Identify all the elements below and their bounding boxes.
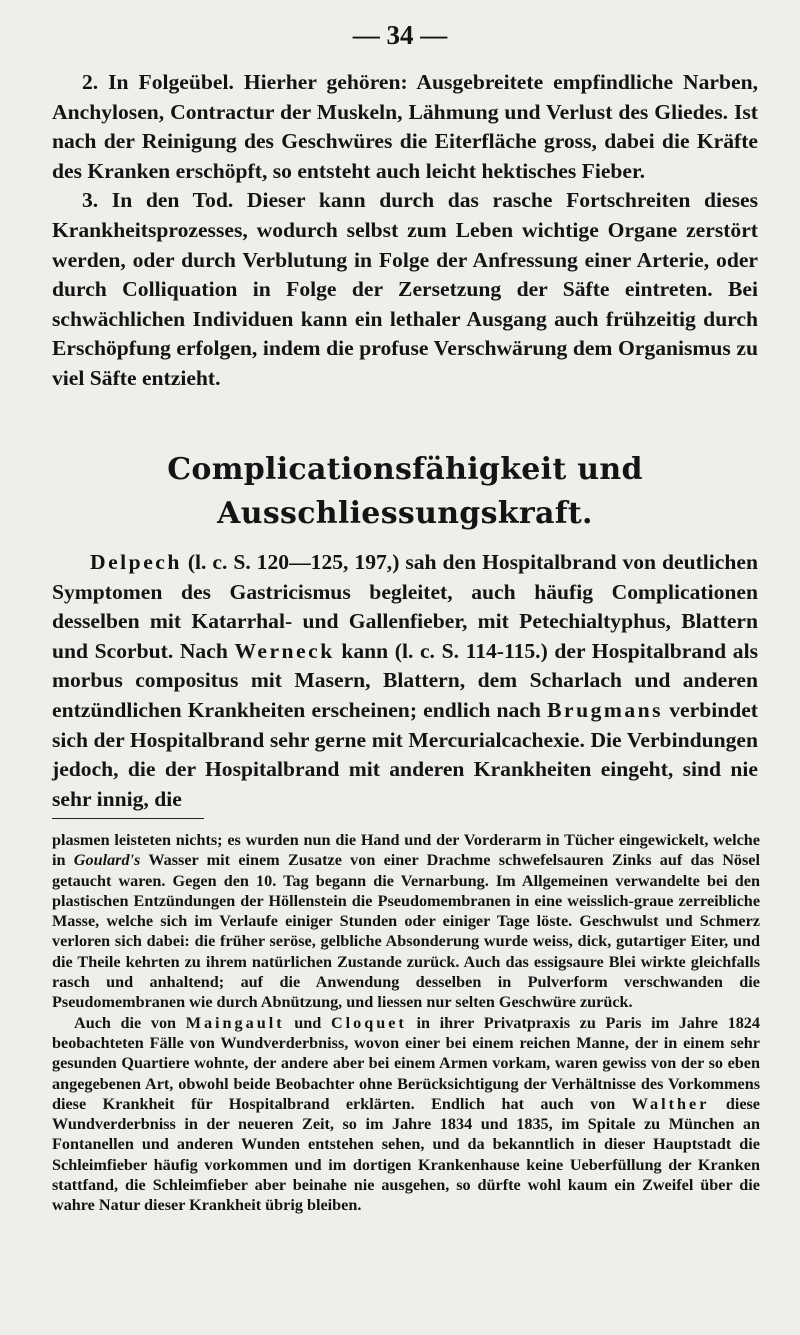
footnote [52, 830, 760, 1216]
main-text-section [52, 548, 758, 814]
text-segment: kann (l. c. S. 114-115.) der Hospitalbrand als morbus compositus mit Masern, Blattern, dem Scharlach und anderen entzündlichen Krankheiten erscheinen; endlich nach [52, 638, 759, 722]
author-name: Cloquet [330, 1013, 407, 1032]
footnote-paragraph-2 [52, 1013, 760, 1216]
page-number: — 34 — [352, 20, 448, 50]
text-segment: plasmen leisteten nichts; es wurden nun die Hand und der Vorderarm in Tücher eingewickelt, welche in [52, 831, 760, 870]
author-name: Maingault [185, 1013, 285, 1032]
author-name: Walther [631, 1094, 710, 1113]
author-name: Werneck [234, 638, 335, 663]
text-segment: diese Wundverderbniss in der neueren Zeit, so im Jahre 1834 und 1835, im Spitale zu München an Fontanellen und anderen Wunden entstehen sehen, und da bekanntlich in dieser Hauptstadt die Schleimfieber häufig vorkommen und im dortigen Krankenhause keine Ueberfüllung der Kranken stattfand, die Schleimfieber aber beinahe nie ausgehen, so dürfte wohl kaum ein Zweifel über die wahre Natur dieser Krankheit übrig bleiben. [52, 1094, 760, 1215]
italic-name: Goulard's [73, 851, 141, 870]
paragraph-folgeuebel: 2. In Folgeübel. Hierher gehören: Ausgebreitete empfindliche Narben, Anchylosen, Contractur der Muskeln, Lähmung und Verlust des Gliedes. Ist nach der Reinigung des Geschwüres die Eiterfläche gross, dabei die Kräfte des Kranken erschöpft, so entsteht auch leicht hektisches Fieber. [52, 70, 758, 183]
paragraph-tod: 3. In den Tod. Dieser kann durch das rasche Fortschreiten dieses Krankheitsprozesses, wodurch selbst zum Leben wichtige Organe zerstört werden, oder durch Verblutung in Folge der Anfressung einer Arterie, oder durch Colliquation in Folge der Zersetzung der Säfte eintreten. Bei schwächlichen Individuen kann ein lethaler Ausgang auch frühzeitig durch Erschöpfung erfolgen, indem die profuse Verschwärung dem Organismus zu viel Säfte entzieht. [52, 188, 758, 390]
author-name: Delpech [90, 550, 182, 574]
paragraph-complications [52, 548, 758, 814]
main-text-top [52, 68, 758, 394]
text-segment: Auch die von [74, 1013, 186, 1032]
text-segment: (l. c. S. 120—125, 197,) sah den Hospitalbrand von deutlichen Symptomen des Gastricismus begleitet, auch häufig Complicationen desselben mit Katarrhal- und Gallenfieber, mit Petechialtyphus, Blattern und Scorbut. Nach [52, 550, 758, 663]
text-segment: in ihrer Privatpraxis zu Paris im Jahre 1824 beobachteten Fälle von Wundverderbniss, wovon einer bei einem reichen Manne, der in einem sehr gesunden Quartiere wohnte, der andere aber bei einem Armen vorkam, waren gewiss von der so eben angegebenen Art, obwohl beide Beobachter ohne Berücksichtigung der Verhältnisse des Vorkommens diese Krankheit für Hospitalbrand erklärten. Endlich hat auch von [52, 1013, 760, 1113]
section-heading: Complicationsfähigkeit und Ausschliessungskraft. [167, 452, 643, 531]
footnote-divider [52, 818, 204, 819]
text-segment: und [284, 1013, 331, 1032]
text-segment: verbindet sich der Hospitalbrand sehr gerne mit Mercurialcachexie. Die Verbindungen jedoch, die der Hospitalbrand mit anderen Krankheiten eingeht, sind nie sehr innig, die [52, 697, 759, 811]
author-name: Brugmans [547, 697, 664, 722]
text-segment: Wasser mit einem Zusatze von einer Drachme schwefelsauren Zinks auf das Nösel getaucht waren. Gegen den 10. Tag begann die Vernarbung. Im Allgemeinen verwandelte bei den plastischen Entzündungen der Höllenstein die Pseudomembranen in eine weisslich-graue zerreibliche Masse, welche sich im Verlaufe einiger Stunden oder einiger Tage löste. Geschwulst und Schmerz verloren sich dabei: die früher seröse, gelbliche Absonderung wurde weiss, dick, gutartiger Eiter, und die Theile kehrten zu ihrem natürlichen Zustande zurück. Auch das essigsaure Blei wirkte gleichfalls rasch und anhaltend; auf die Anwendung desselben in Pulverform verschwanden die Pseudomembranen wie durch Abnützung, und liessen nur selten Geschwüre zurück. [52, 851, 760, 1012]
footnote-paragraph-1 [52, 830, 760, 1013]
